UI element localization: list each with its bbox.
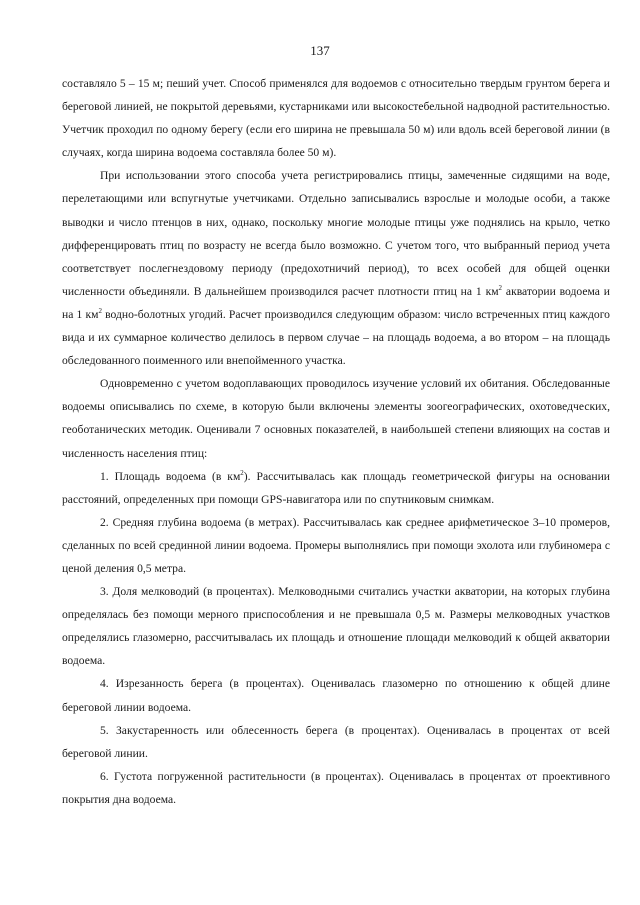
- page-number: 137: [310, 43, 330, 58]
- paragraph-registration-method: [62, 164, 610, 372]
- superscript: 2: [240, 468, 244, 477]
- text-run: При использовании этого способа учета регистрировались птицы, замеченные сидящими на воде, перелетающими или вспугнутые учетчиками. Отдельно записывались взрослые и молодые особи, а также выводки и число птенцов в них, однако, поскольку многие молодые птицы уже поднялись на крыло, четко дифференцировать птиц по возрасту не всегда было возможно. С учетом того, что выбранный период учета соответствует послегнездовому периоду (предохотничий период), то всех особей для общей оценки численности объединяли. В дальнейшем производился расчет плотности птиц на 1 км: [62, 169, 610, 298]
- superscript: 2: [98, 307, 102, 316]
- paragraph-habitat-study: Одновременно с учетом водоплавающих проводилось изучение условий их обитания. Обследованные водоемы описывались по схеме, в которую были включены элементы зоогеографических, охотоведческих, геоботанических методик. Оценивали 7 основных показателей, в наибольшей степени влияющих на состав и численность населения птиц:: [62, 377, 610, 460]
- text-run: ). Рассчитывалась как площадь геометрической фигуры на основании расстояний, определенных при помощи GPS-навигатора или по спутниковым снимкам.: [62, 469, 610, 506]
- list-item-shrub-cover: 5. Закустаренность или облесенность берега (в процентах). Оценивалась в процентах от всей береговой линии.: [62, 723, 610, 760]
- paragraph-continuation: составляло 5 – 15 м; пеший учет. Способ применялся для водоемов с относительно твердым грунтом берега и береговой линией, не покрытой деревьями, кустарниками или высокостебельной надводной растительностью. Учетчик проходил по одному берегу (если его ширина не превышала 50 м) или вдоль всей береговой линии (в случаях, когда ширина водоема составляла более 50 м).: [62, 77, 610, 160]
- superscript: 2: [498, 283, 503, 292]
- text-run: акватории водоема и на 1 км: [62, 284, 610, 321]
- text-run: 1. Площадь водоема (в км: [100, 469, 241, 483]
- text-run: водно-болотных угодий. Расчет производился следующим образом: число встреченных птиц каждого вида и их суммарное количество делилось в первом случае – на площадь водоема, а во втором – на площадь обследованного поименного или внепойменного участка.: [62, 307, 610, 368]
- list-item-water-area: [62, 465, 610, 511]
- list-item-shore-indentation: 4. Изрезанность берега (в процентах). Оценивалась глазомерно по отношению к общей длине береговой линии водоема.: [62, 677, 610, 714]
- body-text: [62, 72, 610, 811]
- list-item-mean-depth: 2. Средняя глубина водоема (в метрах). Рассчитывалась как среднее арифметическое 3–10 промеров, сделанных по всей срединной линии водоема. Промеры выполнялись при помощи эхолота или глубиномера с ценой деления 0,5 метра.: [62, 515, 610, 575]
- list-item-shallow-share: 3. Доля мелководий (в процентах). Мелководными считались участки акватории, на которых глубина определялась без помощи мерного приспособления и не превышала 0,5 м. Размеры мелководных участков определялись глазомерно, рассчитывалась их площадь и отношение площади мелководий к общей акватории водоема.: [62, 585, 610, 668]
- list-item-submerged-vegetation: 6. Густота погруженной растительности (в процентах). Оценивалась в процентах от проективного покрытия дна водоема.: [62, 769, 610, 806]
